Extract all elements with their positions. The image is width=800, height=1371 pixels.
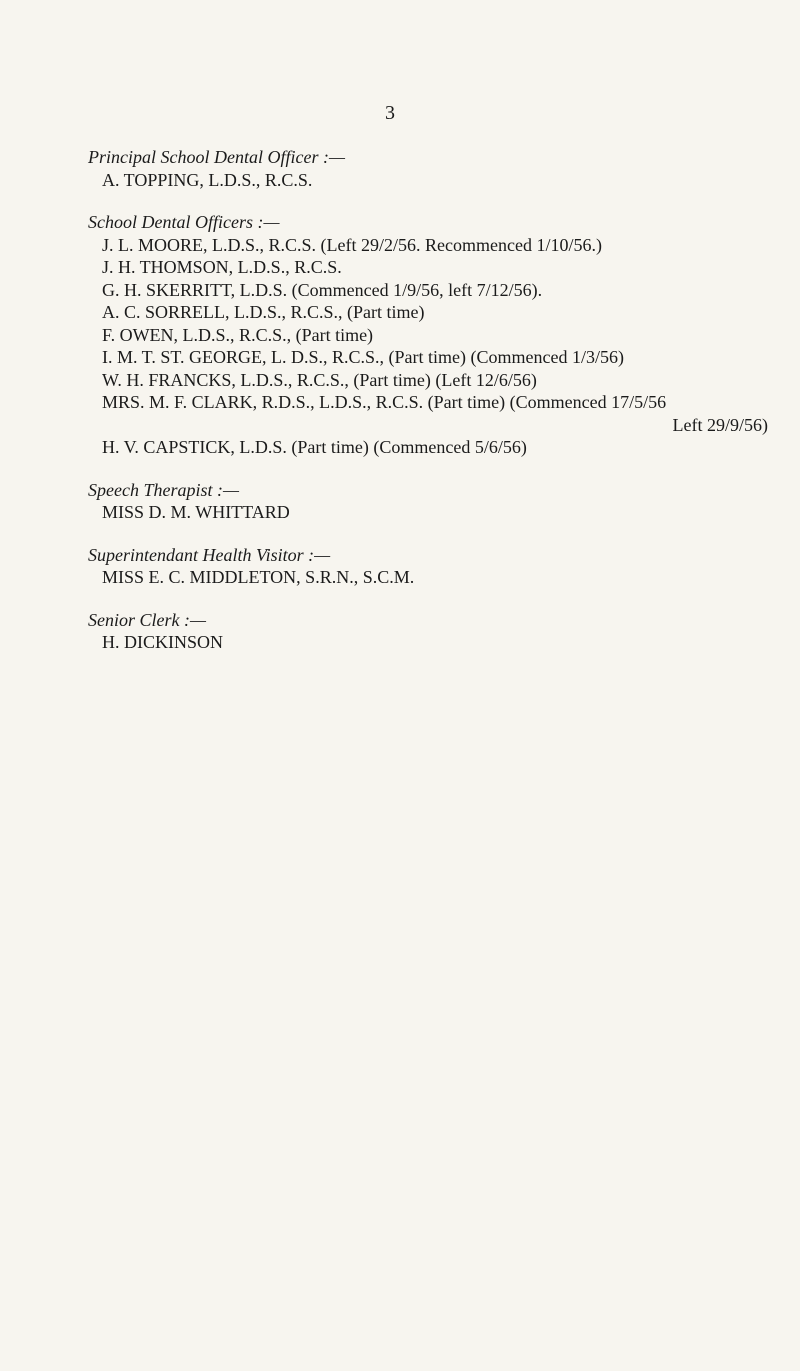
section-heading: Superintendant Health Visitor :— bbox=[88, 544, 331, 565]
staff-entry: J. H. THOMSON, L.D.S., R.C.S. bbox=[102, 257, 342, 277]
staff-entry: F. OWEN, L.D.S., R.C.S., (Part time) bbox=[102, 324, 374, 345]
section-health-visitor bbox=[88, 544, 768, 589]
staff-entry: I. M. T. ST. GEORGE, L. D.S., R.C.S., (Part time) (Commenced 1/3/56) bbox=[102, 347, 624, 367]
staff-entry: H. V. CAPSTICK, L.D.S. (Part time) (Commenced 5/6/56) bbox=[102, 437, 527, 457]
section-heading: Speech Therapist :— bbox=[88, 479, 239, 500]
staff-list bbox=[88, 146, 768, 674]
section-senior-clerk bbox=[88, 609, 768, 654]
staff-entry: MRS. M. F. CLARK, R.D.S., L.D.S., R.C.S. (Part time) (Commenced 17/5/56 bbox=[102, 392, 667, 412]
section-heading: Principal School Dental Officer :— bbox=[88, 147, 345, 167]
staff-entry-continuation: Left 29/9/56) bbox=[672, 414, 768, 435]
staff-entry: A. C. SORRELL, L.D.S., R.C.S., (Part time) bbox=[102, 302, 425, 322]
staff-entry: A. TOPPING, L.D.S., R.C.S. bbox=[102, 169, 313, 190]
section-heading: School Dental Officers :— bbox=[88, 212, 280, 232]
section-school-dental-officers bbox=[88, 211, 768, 459]
staff-entry: J. L. MOORE, L.D.S., R.C.S. (Left 29/2/56. Recommenced 1/10/56.) bbox=[102, 234, 602, 255]
section-principal-dental-officer bbox=[88, 146, 768, 191]
staff-entry: W. H. FRANCKS, L.D.S., R.C.S., (Part time) (Left 12/6/56) bbox=[102, 369, 537, 390]
page-number: 3 bbox=[385, 102, 395, 124]
staff-entry: MISS D. M. WHITTARD bbox=[102, 502, 290, 522]
staff-entry: H. DICKINSON bbox=[102, 632, 223, 652]
section-speech-therapist bbox=[88, 479, 768, 524]
staff-entry: MISS E. C. MIDDLETON, S.R.N., S.C.M. bbox=[102, 567, 415, 587]
section-heading: Senior Clerk :— bbox=[88, 609, 206, 630]
staff-entry: G. H. SKERRITT, L.D.S. (Commenced 1/9/56, left 7/12/56). bbox=[102, 279, 543, 300]
